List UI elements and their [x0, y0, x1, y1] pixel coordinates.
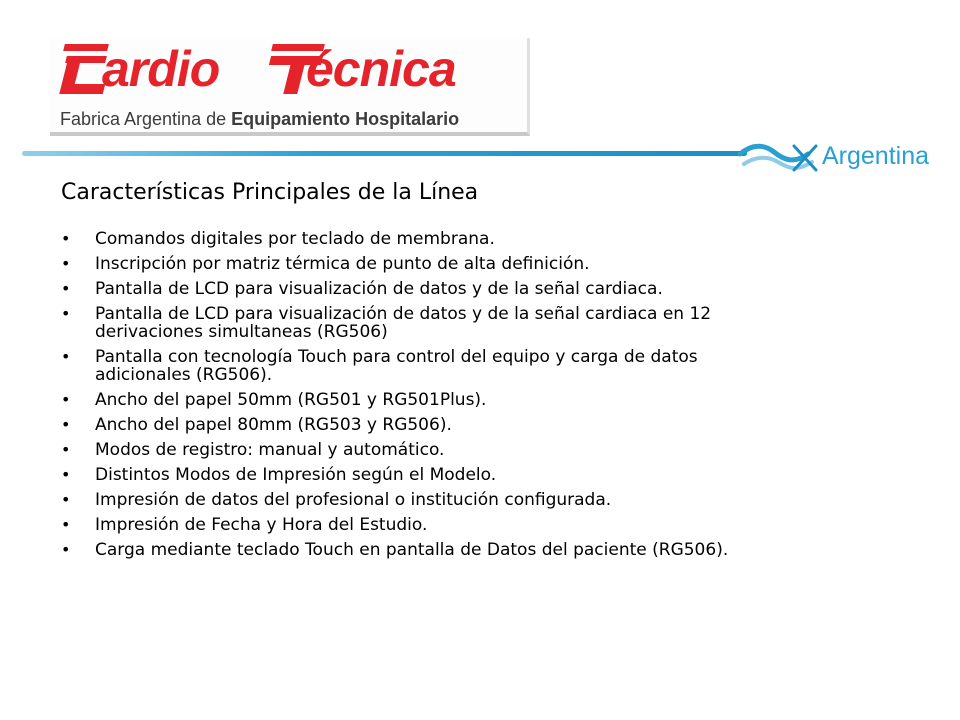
features-list	[61, 230, 921, 566]
feature-item: • Inscripción por matriz térmica de punto de alta definición.	[61, 255, 921, 273]
feature-item: • Pantalla de LCD para visualización de datos y de la señal cardiaca.	[61, 280, 921, 298]
argentina-wave-icon	[738, 138, 822, 178]
logo-word-ardio: ardio	[102, 41, 220, 97]
logo-subtitle-bold: Equipamiento Hospitalario	[231, 109, 460, 129]
feature-item: • Ancho del papel 80mm (RG503 y RG506).	[61, 416, 921, 434]
cardio-tecnica-logo	[50, 38, 530, 136]
page-title: Características Principales de la Línea	[61, 180, 479, 205]
logo-word-ecnica: écnica	[306, 41, 456, 97]
feature-item: • Pantalla con tecnología Touch para control del equipo y carga de datos adicionales (RG506).	[61, 348, 921, 384]
logo-subtitle	[60, 109, 459, 130]
feature-item: • Modos de registro: manual y automático.	[61, 441, 921, 459]
logo-subtitle-light: Fabrica Argentina de	[60, 109, 232, 129]
feature-item: • Ancho del papel 50mm (RG501 y RG501Plus).	[61, 391, 921, 409]
argentina-label: Argentina	[822, 142, 930, 170]
feature-item: • Impresión de datos del profesional o institución configurada.	[61, 491, 921, 509]
feature-item: • Impresión de Fecha y Hora del Estudio.	[61, 516, 921, 534]
logo-c-mark-bottom	[61, 84, 105, 94]
feature-item: • Carga mediante teclado Touch en pantalla de Datos del paciente (RG506).	[61, 541, 921, 559]
argentina-brand	[738, 138, 943, 178]
feature-item: • Pantalla de LCD para visualización de datos y de la señal cardiaca en 12 derivaciones simultaneas (RG506)	[61, 305, 921, 341]
header-divider	[22, 151, 747, 156]
feature-item: • Distintos Modos de Impresión según el Modelo.	[61, 466, 921, 484]
feature-item: • Comandos digitales por teclado de membrana.	[61, 230, 921, 248]
